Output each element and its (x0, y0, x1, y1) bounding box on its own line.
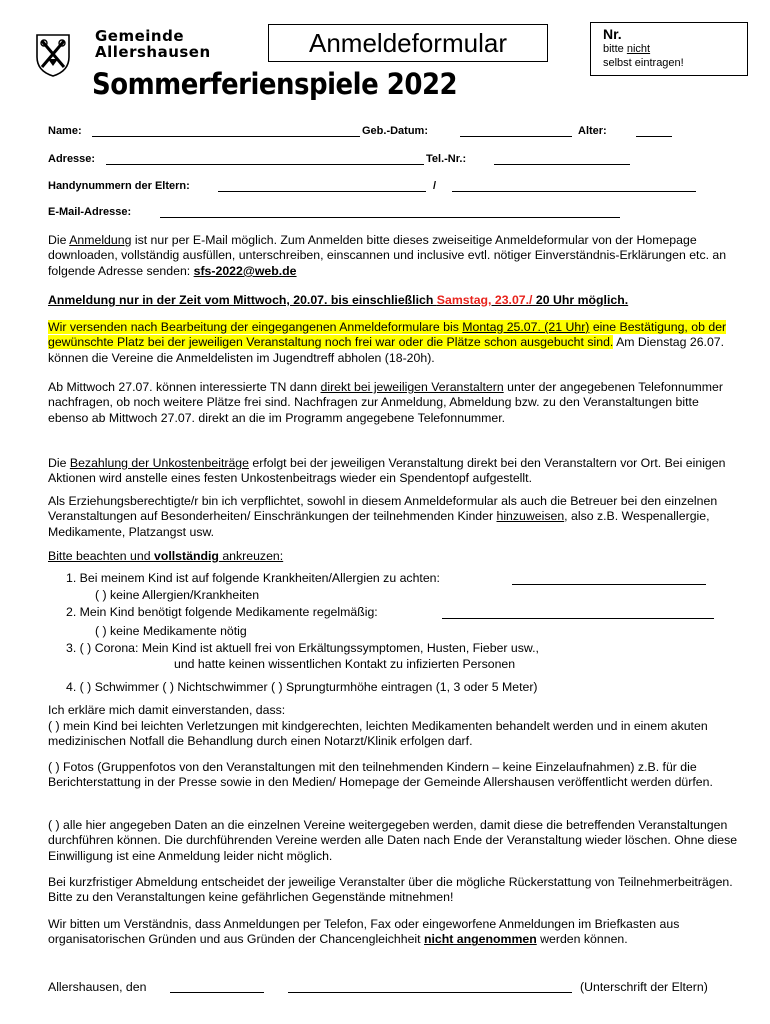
dob-label: Geb.-Datum: (362, 125, 428, 137)
consent-intro: Ich erkläre mich damit einverstanden, dass: (48, 703, 286, 717)
signature-field[interactable] (288, 992, 572, 993)
phone-label: Tel.-Nr.: (426, 153, 467, 165)
corona-contact-text: und hatte keinen wissentlichen Kontakt zu infizierten Personen (174, 657, 516, 671)
email-label: E-Mail-Adresse: (48, 206, 132, 218)
corona-checkbox[interactable]: 3. ( ) Corona: Mein Kind ist aktuell frei von Erkältungssymptomen, Husten, Fieber usw., (66, 641, 539, 655)
no-allergies-checkbox[interactable]: ( ) keine Allergien/Krankheiten (95, 588, 260, 602)
parent-phone-field-2[interactable] (452, 191, 696, 192)
municipality-line-2: Allershausen (95, 43, 211, 61)
registration-period: Anmeldung nur in der Zeit vom Mittwoch, 20.07. bis einschließlich Samstag, 23.07./ 20 Uhr möglich. (48, 293, 629, 307)
number-hint: bitte nicht (603, 43, 651, 55)
parent-phone-label: Handynummern der Eltern: (48, 180, 190, 192)
phone-field[interactable] (494, 164, 630, 165)
parent-phone-field-1[interactable] (218, 191, 426, 192)
number-hint-2: selbst eintragen! (603, 57, 684, 69)
name-label: Name: (48, 125, 82, 137)
medication-field[interactable] (442, 618, 714, 619)
payment-info: Die Bezahlung der Unkostenbeiträge erfolgt bei der jeweiligen Veranstaltung direkt bei den Veranstaltern vor Ort. Bei einigen Aktionen wird anstelle eines festen Unkostenbeitrags wieder ein Spendentopf aufgestellt. (48, 456, 726, 486)
address-label: Adresse: (48, 153, 96, 165)
signature-label: (Unterschrift der Eltern) (580, 980, 708, 994)
dob-field[interactable] (460, 136, 572, 137)
age-label: Alter: (578, 125, 607, 137)
list-item-allergies: 1. Bei meinem Kind ist auf folgende Krankheiten/Allergien zu achten: (66, 571, 440, 585)
municipality-line-1: Gemeinde (95, 27, 185, 45)
signature-date-field[interactable] (170, 992, 264, 993)
cancellation-info: Bei kurzfristiger Abmeldung entscheidet der jeweilige Veranstalter über die mögliche Rückerstattung von Teilnehmerbeiträgen. Bitte zu den Veranstaltungen keine gefährlichen Gegenstände mitnehmen! (48, 875, 733, 905)
consent-data-checkbox[interactable]: ( ) alle hier angegeben Daten an die einzelnen Vereine weitergegeben werden, damit diese die betreffenden Veranstaltungen durchführen können. Die durchführenden Vereine werden alle Daten nach Ende der Veranstaltung wieder löschen. Ohne diese Einwilligung ist eine Anmeldung leider nicht möglich. (48, 818, 738, 863)
registration-info: Die Anmeldung ist nur per E-Mail möglich. Zum Anmelden bitte dieses zweiseitige Anmeldeformular von der Homepage downloaden, vollständig ausfüllen, unterschreiben, einscannen und inclusive evtl. nötiger Einverständnis-Erklärungen etc. an folgende Adresse senden: sfs-2022@web.de (48, 233, 727, 278)
consent-medical-checkbox[interactable]: ( ) mein Kind bei leichten Verletzungen mit kindgerechten, leichten Medikamenten behandelt werden und in einem akuten medizinischen Notfall die Behandlung durch einen Notarzt/Klinik erfolgen darf. (48, 719, 708, 749)
page-subtitle: Sommerferienspiele 2022 (92, 68, 458, 102)
no-medication-checkbox[interactable]: ( ) keine Medikamente nötig (95, 624, 247, 638)
name-field[interactable] (92, 136, 360, 137)
number-label: Nr. (603, 26, 622, 42)
list-item-medication: 2. Mein Kind benötigt folgende Medikamente regelmäßig: (66, 605, 378, 619)
age-field[interactable] (636, 136, 672, 137)
guardian-duty-info: Als Erziehungsberechtigte/r bin ich verpflichtet, sowohl in diesem Anmeldeformular als auch die Betreuer bei den einzelnen Veranstaltungen auf Besonderheiten/ Einschränkungen der teilnehmenden Kinder hinzuweisen, also z.B. Wespenallergie, Medikamente, Platzangst usw. (48, 494, 718, 539)
confirmation-info: Wir versenden nach Bearbeitung der eingegangenen Anmeldeformulare bis Montag 25.07. (21 Uhr) eine Bestätigung, ob der gewünschte Platz bei der jeweiligen Veranstaltung noch frei war oder die Plätze schon ausgebucht sind. Am Dienstag 26.07. können die Vereine die Anmeldelisten im Jugendtreff abholen (18-20h). (48, 320, 727, 365)
checklist-heading: Bitte beachten und vollständig ankreuzen: (48, 549, 284, 563)
swimmer-checkboxes[interactable]: 4. ( ) Schwimmer ( ) Nichtschwimmer ( ) Sprungturmhöhe eintragen (1, 3 oder 5 Meter) (66, 680, 538, 694)
coat-of-arms-icon (35, 33, 71, 77)
signature-place-label: Allershausen, den (48, 980, 147, 994)
address-field[interactable] (106, 164, 424, 165)
no-phone-registration-info: Wir bitten um Verständnis, dass Anmeldungen per Telefon, Fax oder eingeworfene Anmeldungen im Briefkasten aus organisatorischen Gründen und aus Gründen der Chancengleichheit nicht angenommen werden können. (48, 917, 680, 947)
consent-photos-checkbox[interactable]: ( ) Fotos (Gruppenfotos von den Veranstaltungen mit den teilnehmenden Kindern – keine Einzelaufnahmen) z.B. für die Berichterstattung in der Presse sowie in den Medien/ Homepage der Gemeinde Allershausen veröffentlicht werden dürfen. (48, 760, 713, 790)
followup-info: Ab Mittwoch 27.07. können interessierte TN dann direkt bei jeweiligen Veranstaltern unter der angegebenen Telefonnummer nachfragen, ob noch weitere Plätze frei sind. Nachfragen zur Anmeldung, Abmeldung bzw. zu den Veranstaltungen bitte ebenso ab Mittwoch 27.07. direkt an die im Programm angegebene Telefonnummer. (48, 380, 723, 425)
municipality-name (95, 28, 211, 60)
parent-phone-slash: / (433, 180, 437, 192)
form-title: Anmeldeformular (268, 24, 548, 62)
number-box (590, 22, 748, 76)
email-field[interactable] (160, 217, 620, 218)
allergies-field[interactable] (512, 584, 706, 585)
